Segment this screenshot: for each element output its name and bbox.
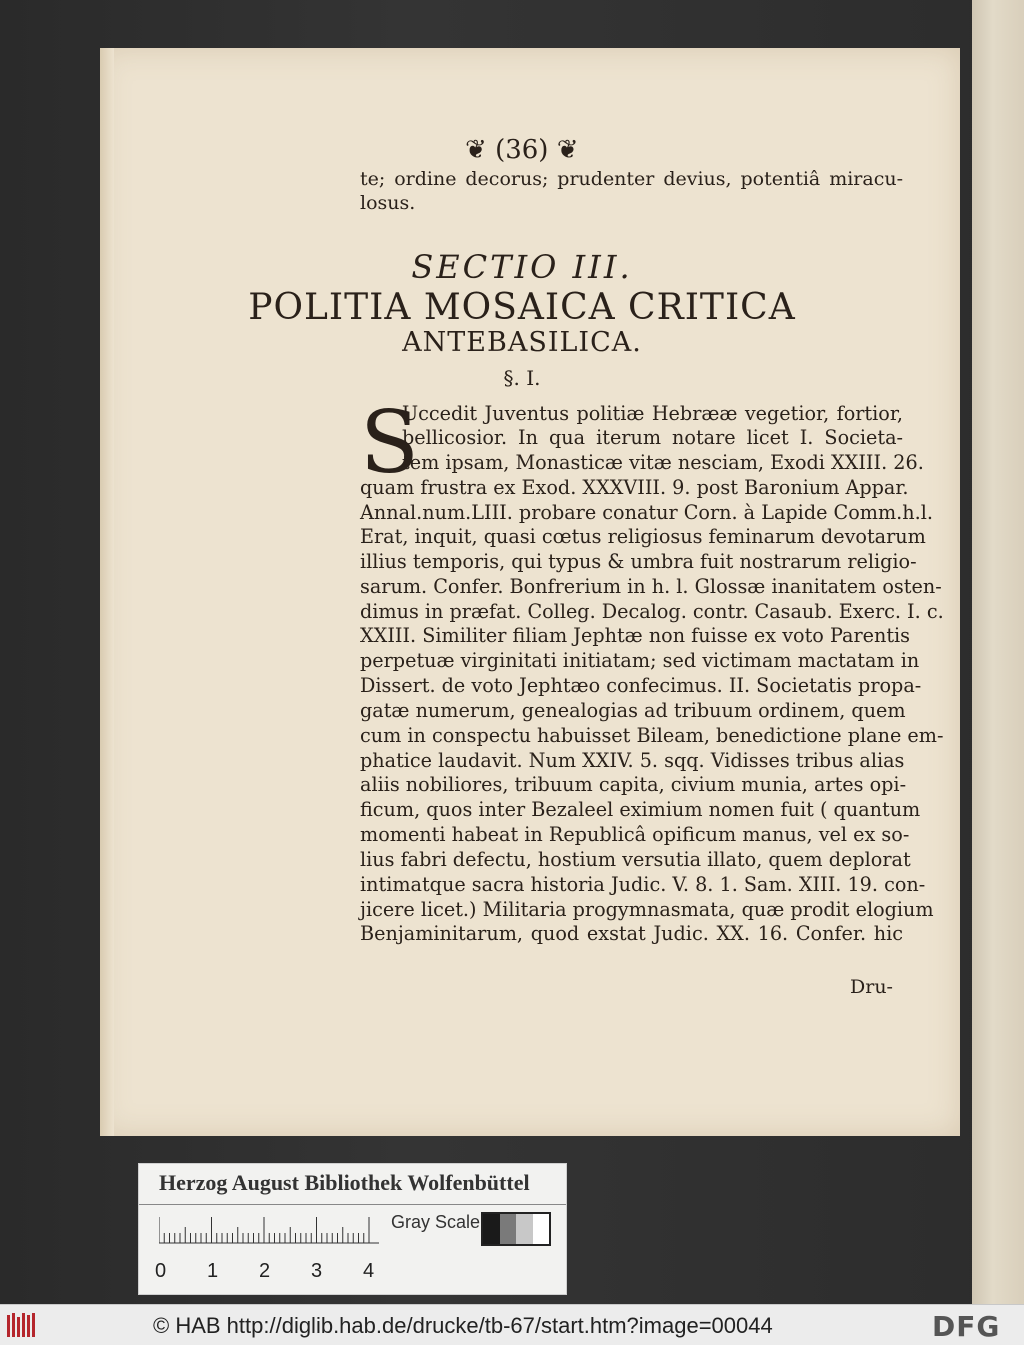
catchword: Dru-	[850, 976, 893, 998]
gray-swatch	[516, 1214, 533, 1244]
gray-swatch	[483, 1214, 500, 1244]
text-line: quam frustra ex Exod. XXXVIII. 9. post Baronium Appar.	[360, 476, 909, 499]
text-line: intimatque sacra historia Judic. V. 8. 1. Sam. XIII. 19. con-	[360, 873, 926, 896]
text-line: phatice laudavit. Num XXIV. 5. sqq. Vidisses tribus alias	[360, 749, 905, 772]
text-line: bellicosior. In qua iterum notare licet I. Societa-	[402, 426, 903, 449]
page-number: (36)	[495, 135, 549, 165]
section-title: POLITIA MOSAICA CRITICA	[248, 287, 796, 328]
ornament-left-icon: ❦	[465, 135, 496, 165]
library-color-card	[138, 1163, 567, 1295]
ruler-number: 3	[311, 1260, 323, 1282]
text-line: ficum, quos inter Bezaleel eximium nomen fuit ( quantum	[360, 798, 921, 821]
footer-bar	[0, 1304, 1024, 1345]
ruler-number: 4	[363, 1260, 375, 1282]
paragraph-mark: §. I.	[503, 366, 541, 390]
text-line: illius temporis, qui typus & umbra fuit nostrarum religio-	[360, 550, 917, 573]
text-line: momenti habeat in Republicâ opificum manus, vel ex so-	[360, 823, 910, 846]
library-name: Herzog August Bibliothek Wolfenbüttel	[159, 1170, 530, 1195]
ornament-right-icon: ❦	[548, 135, 579, 165]
text-line: Uccedit Juventus politiæ Hebrææ vegetior, fortior,	[402, 402, 903, 425]
text-line: Erat, inquit, quasi cœtus religiosus feminarum devotarum	[360, 525, 926, 548]
text-line: perpetuæ virginitati initiatam; sed victimam mactatam in	[360, 649, 920, 672]
text-line: jicere licet.) Militaria progymnasmata, quæ prodit elogium	[360, 898, 934, 921]
text-line: lius fabri defectu, hostium versutia illato, quem deplorat	[360, 848, 911, 871]
source-url-text[interactable]: © HAB http://diglib.hab.de/drucke/tb-67/start.htm?image=00044	[153, 1313, 773, 1338]
drop-capital: S	[360, 393, 419, 493]
ruler-number: 2	[259, 1260, 271, 1282]
text-line: sarum. Confer. Bonfrerium in h. l. Glossæ inanitatem osten-	[360, 575, 942, 598]
ruler-numbers	[155, 1260, 415, 1283]
card-divider	[139, 1204, 566, 1205]
text-line: gatæ numerum, genealogias ad tribuum ordinem, quem	[360, 699, 906, 722]
text-line: dimus in præfat. Colleg. Decalog. contr. Casaub. Exerc. I. c.	[360, 600, 944, 623]
ruler-number: 0	[155, 1260, 167, 1282]
gray-swatch	[533, 1214, 550, 1244]
ruler-scale	[159, 1214, 379, 1244]
gray-scale-label: Gray Scale	[391, 1212, 481, 1232]
text-line: tem ipsam, Monasticæ vitæ nesciam, Exodi XXIII. 26.	[402, 451, 924, 474]
text-line: Annal.num.LIII. probare conatur Corn. à Lapide Comm.h.l.	[360, 501, 933, 524]
text-line: Dissert. de voto Jephtæo confecimus. II. Societatis propa-	[360, 674, 922, 697]
section-subtitle: ANTEBASILICA.	[402, 327, 642, 358]
page-header	[465, 135, 579, 165]
gray-scale-swatches	[481, 1212, 551, 1246]
hab-logo-icon	[6, 1311, 40, 1339]
text-line: XXIII. Similiter filiam Jephtæ non fuisse ex voto Parentis	[360, 624, 911, 647]
text-line: aliis nobiliores, tribuum capita, civium munia, artes opi-	[360, 773, 907, 796]
adjacent-page-edge	[972, 0, 1024, 1304]
text-line: te; ordine decorus; prudenter devius, potentiâ miracu-	[360, 168, 903, 190]
dfg-logo: DFG	[932, 1310, 1001, 1343]
gray-swatch	[500, 1214, 517, 1244]
text-line: losus.	[360, 192, 416, 214]
text-line: Benjaminitarum, quod exstat Judic. XX. 16. Confer. hic	[360, 922, 903, 945]
page-edge-shadow	[100, 48, 114, 1136]
ruler-number: 1	[207, 1260, 219, 1282]
text-line: cum in conspectu habuisset Bileam, benedictione plane em-	[360, 724, 944, 747]
section-heading: SECTIO III.	[411, 248, 633, 286]
